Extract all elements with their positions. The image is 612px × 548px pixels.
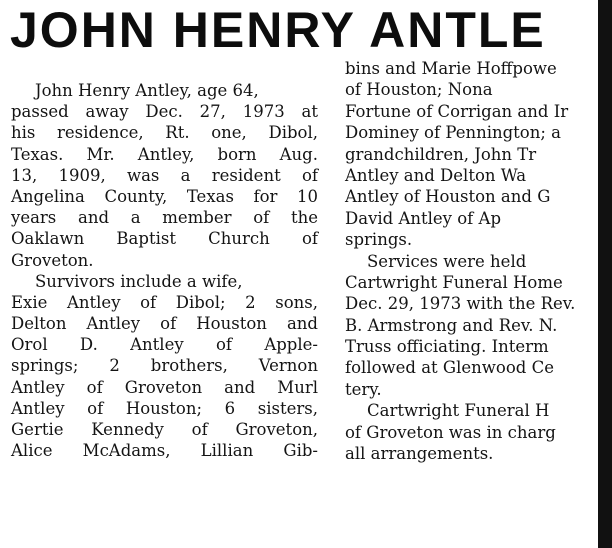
text-line: Groveton.	[11, 250, 94, 270]
text-line: of Groveton was in charg	[345, 422, 556, 442]
text-line: Cartwright Funeral Home	[345, 272, 563, 292]
text-line: Exie Antley of Dibol; 2 sons,	[11, 292, 318, 312]
right-column	[345, 58, 612, 464]
text-line: Alice McAdams, Lillian Gib-	[11, 441, 318, 461]
left-column	[11, 80, 318, 461]
text-line: Services were held	[367, 251, 527, 271]
text-line: Delton Antley of Houston and	[11, 314, 318, 334]
text-line: tery.	[345, 379, 382, 399]
text-line: his residence, Rt. one, Dibol,	[11, 123, 318, 143]
text-line: of Houston; Nona	[345, 80, 493, 100]
text-line: Gertie Kennedy of Groveton,	[11, 420, 318, 439]
text-line: Antley and Delton Wa	[345, 165, 527, 185]
text-line: Cartwright Funeral H	[367, 401, 550, 421]
text-line: springs; 2 brothers, Vernon	[11, 356, 318, 376]
text-line: Dominey of Pennington; a	[345, 123, 562, 143]
text-line: Orol D. Antley of Apple-	[11, 335, 318, 355]
scan-edge-strip	[598, 0, 612, 548]
text-line: Antley of Houston; 6 sisters,	[11, 398, 318, 418]
obituary-headline: JOHN HENRY ANTLE	[10, 2, 546, 58]
text-line: years and a member of the	[11, 208, 318, 228]
text-line: David Antley of Ap	[345, 208, 502, 228]
text-line: John Henry Antley, age 64,	[35, 81, 259, 100]
text-line: passed away Dec. 27, 1973 at	[11, 102, 318, 122]
text-line: Antley of Houston and G	[345, 187, 551, 207]
text-line: Fortune of Corrigan and Ir	[345, 101, 569, 121]
text-line: Oaklawn Baptist Church of	[11, 229, 318, 249]
text-line: Dec. 29, 1973 with the Rev.	[345, 294, 576, 314]
text-line: springs.	[345, 230, 413, 250]
text-line: grandchildren, John Tr	[345, 144, 537, 164]
text-line: Antley of Groveton and Murl	[11, 377, 318, 397]
text-line: Survivors include a wife,	[35, 271, 243, 291]
text-line: bins and Marie Hoffpowe	[345, 59, 557, 78]
text-line: all arrangements.	[345, 444, 494, 464]
text-line: Truss officiating. Interm	[345, 337, 549, 357]
text-line: Texas. Mr. Antley, born Aug.	[11, 144, 318, 164]
text-line: followed at Glenwood Ce	[345, 358, 554, 378]
text-line: Angelina County, Texas for 10	[11, 186, 318, 206]
text-line: 13, 1909, was a resident of	[11, 165, 318, 185]
text-line: B. Armstrong and Rev. N.	[345, 315, 558, 335]
